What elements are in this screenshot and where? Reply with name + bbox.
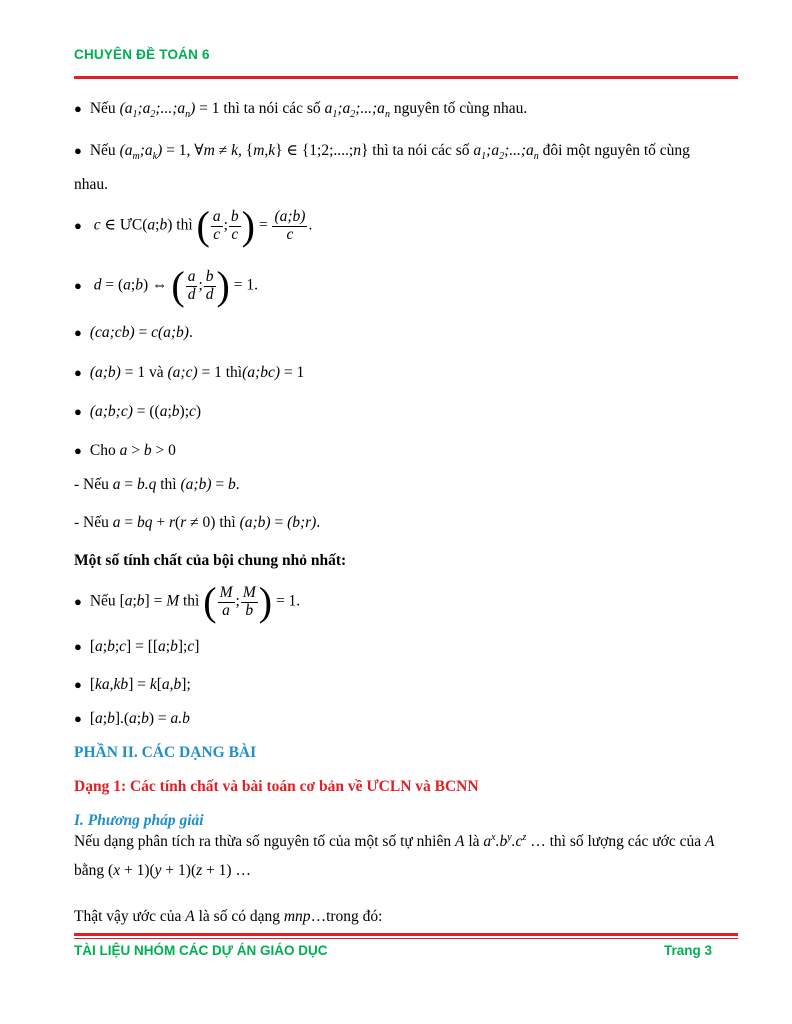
given-label: Cho bbox=[89, 442, 116, 459]
then-label: thì bbox=[225, 364, 243, 381]
dash-if-label: - Nếu bbox=[74, 514, 109, 531]
then-label: thì bbox=[160, 476, 177, 493]
pairwise-continuation: nhau. bbox=[74, 176, 109, 193]
euclid-case-2: - Nếu a = bq + r(r ≠ 0) thì (a;b) = (b;r). bbox=[74, 514, 321, 531]
coprime-word: nguyên tố cùng nhau. bbox=[393, 100, 528, 117]
section-heading: PHẦN II. CÁC DẠNG BÀI bbox=[74, 744, 257, 761]
coprime-definition: ● Nếu $(a_1;a_2;...;a_n) = 1$ thì ta nói các số $a_1;a_2;...;a_n$ nguyên tố cùng nhau. bbox=[74, 100, 528, 121]
divisor-count-paragraph-line-1: Nếu dạng phân tích ra thừa số nguyên tố của một số tự nhiên A là $a^x.b^y.c^z$ … thì số lượng các ước của A bbox=[74, 832, 715, 851]
pairwise-tail: thì ta nói các số bbox=[372, 142, 470, 159]
if-label: Nếu bbox=[89, 100, 116, 117]
coprime-tail: thì ta nói các số bbox=[223, 100, 321, 117]
paragraph-text: Nếu dạng phân tích ra thừa số nguyên tố của một số tự nhiên bbox=[74, 833, 452, 851]
variable-a: A bbox=[185, 908, 195, 925]
paragraph-text: là số có dạng bbox=[198, 908, 280, 925]
gcd-product-property: ● (a;b) = 1 và (a;c) = 1 thì(a;bc) = 1 bbox=[74, 364, 305, 381]
variable-mnp: mnp bbox=[283, 908, 311, 925]
if-label: Nếu bbox=[89, 592, 116, 610]
type-1-heading: Dạng 1: Các tính chất và bài toán cơ bản về ƯCLN và BCNN bbox=[74, 778, 479, 795]
page-number: Trang 3 bbox=[663, 943, 712, 958]
paragraph-text: Thật vậy ước của bbox=[74, 908, 182, 925]
footer-rule-thin bbox=[74, 938, 738, 939]
paragraph-text: … bbox=[235, 862, 251, 879]
paragraph-text: …trong đó: bbox=[310, 908, 383, 925]
paragraph-text: là bbox=[468, 833, 480, 851]
divisor-count-paragraph-line-2: bằng (x + 1)(y + 1)(z + 1) … bbox=[74, 862, 251, 879]
dash-if-label: - Nếu bbox=[74, 476, 109, 493]
page-header-title: CHUYÊN ĐỀ TOÁN 6 bbox=[74, 47, 210, 62]
then-label: thì bbox=[219, 514, 236, 531]
lcm-quotient-property: ● Nếu [a;b] = M thì ( $\frac{M}{a}$ ; $\frac{M}{b}$ ) = 1. bbox=[74, 579, 301, 624]
footer-rule bbox=[74, 933, 738, 936]
pairwise-coprime-definition: ● Nếu $(a_m;a_k) = 1$, ∀m ≠ k, {m,k} ∈ {1;2;....;n} thì ta nói các số $a_1;a_2;...;a_n$ đôi một nguyên tố cùng bbox=[74, 142, 690, 163]
euclid-case-1: - Nếu a = b.q thì (a;b) = b. bbox=[74, 476, 240, 493]
then-label: thì bbox=[176, 216, 193, 234]
method-heading: I. Phương pháp giải bbox=[74, 812, 204, 829]
lcm-properties-heading: Một số tính chất của bội chung nhỏ nhất: bbox=[74, 552, 347, 569]
if-label: Nếu bbox=[89, 142, 116, 159]
gcd-associativity-property: ● (a;b;c) = ((a;b);c) bbox=[74, 403, 202, 420]
then-label: thì bbox=[183, 592, 200, 610]
gcd-lcm-product-property: ● [a;b].(a;b) = a.b bbox=[74, 710, 190, 727]
gcd-equivalence-property: ● d = (a;b) ⇔ ( $\frac{a}{d}$ ; $\frac{b}{d}$ ) = 1. bbox=[74, 263, 258, 308]
variable-a: A bbox=[454, 833, 465, 851]
gcd-common-divisor-property: ● c ∈ ƯC(a;b) thì ( $\frac{a}{c}$ ; $\frac{b}{c}$ ) = $\frac{(a;b)}{c}$ . bbox=[74, 203, 313, 248]
lcm-associativity-property: ● [a;b;c] = [[a;b];c] bbox=[74, 638, 200, 655]
given-condition: ● Cho a > b > 0 bbox=[74, 442, 176, 459]
pairwise-word: đôi một nguyên tố cùng bbox=[542, 142, 690, 159]
lcm-scaling-property: ● [ka,kb] = k[a,b]; bbox=[74, 676, 191, 693]
paragraph-text: bằng bbox=[74, 862, 105, 879]
paragraph-text: … thì số lượng các ước của bbox=[530, 833, 702, 851]
variable-a: A bbox=[705, 833, 715, 851]
header-rule bbox=[74, 76, 738, 79]
divisor-form-paragraph bbox=[74, 908, 382, 926]
footer-left-text: TÀI LIỆU NHÓM CÁC DỰ ÁN GIÁO DỤC bbox=[74, 943, 328, 958]
and-label: và bbox=[148, 364, 164, 381]
common-divisor-symbol: ƯC bbox=[119, 216, 143, 234]
gcd-scaling-property: ● (ca;cb) = c(a;b). bbox=[74, 324, 193, 341]
